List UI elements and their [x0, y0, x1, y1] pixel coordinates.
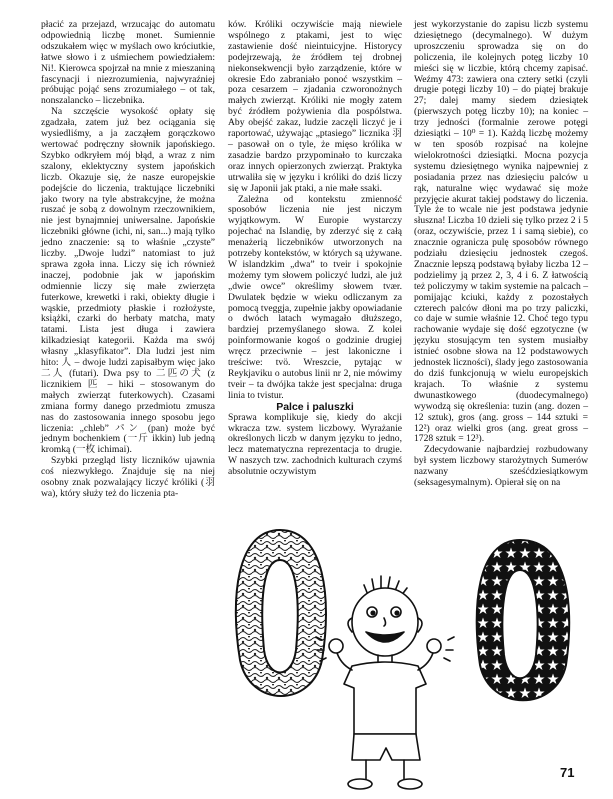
section-heading: Palce i paluszki	[276, 400, 354, 413]
text-column-right	[414, 20, 588, 489]
text-column-left	[41, 20, 215, 500]
paragraph: płacić za przejazd, wrzucając do automatu odpowiednią liczbę monet. Sumiennie odszukałem więc w myślach owo króciutkie, łatwe słowo i z uśmiechem powiedziałem: Ni!. Kierowca spojrzał na mnie z mieszaniną fascynacji i niezrozumienia, najwyraźniej próbując pojąć sens zrozumiałego – ot tak, nonszalancko – liczebnika.	[41, 19, 215, 107]
paragraph: ków. Króliki oczywiście mają niewiele wspólnego z ptakami, jest to więc zastawienie dość nieintuicyjne. Historycy podejrzewają, że źródłem tej drobnej niekonsekwencji było zarządzenie, które w okresie Edo zabraniało ponoć wszystkim – poza cesarzem – zjadania czworonożnych małych zwierząt. Króliki nie mogły zatem być źródłem pożywienia dla pospólstwa. Aby obejść zakaz, ludzie zaczęli liczyć je i raportować, używając „ptasiego” licznika 羽 – pasował on o tyle, że mięso królika w zasadzie bardzo przypominało to kurczaka oraz innych opierzonych zwierząt. Praktyka utrwaliła się w języku i króliki do dziś liczy się w Japonii jak ptaki, a nie małe ssaki.	[228, 19, 402, 194]
paragraph: Na szczęście wysokość opłaty się zgadzała, zatem już bez ociągania się wysiedliśmy, a ja zacząłem gorączkowo wertować podręczny słownik japońskiego. Szybko odkryłem mój błąd, a wraz z nim szalony, eklektyczny system japońskich liczb. Okazuje się, że nasze europejskie podejście do liczenia, traktujące liczebniki jako twory na tyle abstrakcyjne, że można ruszać je sobą z dowolnym rzeczownikiem, nie jest bynajmniej uniwersalne. Japońskie liczebniki główne (ichi, ni, san...) mają tylko jedno znaczenie: są to właśnie „czyste” liczby. „Dwoje ludzi” natomiast to już sprawa zgoła inna. Liczy się ich również inaczej, podobnie jak w japońskim odmiennie liczy się małe zwierzęta futerkowe, krewetki i raki, obiekty długie i wąskie, przedmioty płaskie i rozłożyste, książki, czarki do herbaty matcha, maty tatami. Lista jest długa i zawiera kilkadziesiąt kategorii. Każda ma swój własny „klasyfikator”. Dla ludzi jest nim hito: 人 – dwoje ludzi zapisałbym więc jako 二人 (futari). Dwa psy to 二匹の犬 (z licznikiem 匹 – hiki – stosowanym do małych zwierząt futerkowych). Czasami zmiana formy danego przedmiotu zmusza nas do zastosowania innego sposobu jego liczenia: „chleb” パン (pan) może być jednym bochenkiem (一斤 ikkin) lub jedną kromką (一枚 ichimai).	[41, 106, 215, 456]
zero-digit-right	[477, 540, 570, 700]
zero-digit-right-label: 0	[519, 640, 521, 641]
boy-figure	[316, 576, 454, 789]
paragraph: jest wykorzystanie do zapisu liczb systemu dziesiętnego (decymalnego). W dużym uproszczeniu sprowadza się on do policzenia, ile kolejnych potęg liczby 10 mieści się w liczbie, którą chcemy zapisać. Weźmy 473: zawiera ona cztery setki (czyli drugie potęgi liczby 10) – do piątej brakuje 27; dalej mamy siedem dziesiątek (pierwszych potęg liczby 10); na koniec – trzy jedności (formalnie zerowe potęgi dziesiątki – 10⁰ = 1). Każdą liczbę możemy w ten sposób rozpisać na kolejne wielokrotności dziesiątki. Mocna pozycja systemu dziesiętnego wynika najpewniej z posiadania przez nas dziesięciu palców u rąk, naturalne więc wydawać się może przyjęcie akurat takiej podstawy do liczenia. Tyle że to wcale nie jest podstawa jedynie słuszna! Liczba 10 dzieli się tylko przez 2 i 5 (oraz, oczywiście, przez 1 i samą siebie), co znacznie ogranicza pulę sposobów równego podziału dziesięciu jednostek czegoś. Znacznie lepszą podstawą byłaby liczba 12 – podzielimy ją przez 2, 3, 4 i 6. Z łatwością też policzymy w takim systemie na palcach – pomijając kciuki, każdy z pozostałych czterech palców dłoni ma po trzy paliczki, co daje w sumie właśnie 12. Choć tego typu rachowanie wydaje się dość egzotyczne (w języku stosującym ten system musiałby istnieć osobne słowa na 12 podstawowych jednostek liczności), ślady jego zastosowania do dziś funkcjonują w wielu europejskich krajach. To właśnie z systemu dwunastkowego (duodecymalnego) wywodzą się określenia: tuzin (ang. dozen – 12 sztuk), gros (ang. gross – 144 sztuki = 12²) oraz wielki gros (ang. great gross – 1728 sztuk = 12³).	[414, 19, 588, 445]
zero-digit-left	[236, 530, 326, 696]
zero-digit-left-label: 0	[279, 640, 281, 641]
paragraph: Zdecydowanie najbardziej rozbudowany był system liczbowy starożytnych Sumerów nazwany sześćdziesiątkowym (seksagesymalnym). Opierał się on na	[414, 444, 588, 489]
paragraph: Sprawa komplikuje się, kiedy do akcji wkracza tzw. system liczbowy. Wyrażanie określonych liczb w danym języku to jedno, lecz matematyczna reprezentacja to drugie. W naszych tzw. zachodnich kulturach czymś absolutnie oczywistym	[228, 411, 402, 478]
paragraph: Szybki przegląd listy liczników ujawnia coś niezwykłego. Znajduje się na niej osobny znak pozwalający liczyć króliki (羽 wa), który służy też do liczenia pta-	[41, 455, 215, 499]
paragraph: Zależna od kontekstu zmienność sposobów liczenia nie jest niczym wyjątkowym. W Europie wystarczy pojechać na Islandię, by zderzyć się z całą menażerią liczebników utworzonych na potrzeby kontekstów, w których są używane. W islandzkim „dwa” to tveir i spokojnie możemy tym słowem policzyć ludzi, ale już „dwie owce” określimy słowem tvær. Dwulatek będzie w wieku odliczanym za pomocą tveggja, zupełnie jakby opowiadanie o dwóch latach wymagało dłuższego, bardziej przemyślanego słowa. Z kolei poinformowanie kogoś o godzinie drugiej wręcz przeciwnie – jest lakoniczne i treściwe: tvö. Wreszcie, pytając w Reykjaviku o autobus linii nr 2, nie mówimy tveir – ta dwójka także jest specjalna: druga linia to tvistur.	[228, 193, 402, 401]
page-number: 71	[560, 765, 575, 780]
text-column-middle	[228, 20, 402, 478]
